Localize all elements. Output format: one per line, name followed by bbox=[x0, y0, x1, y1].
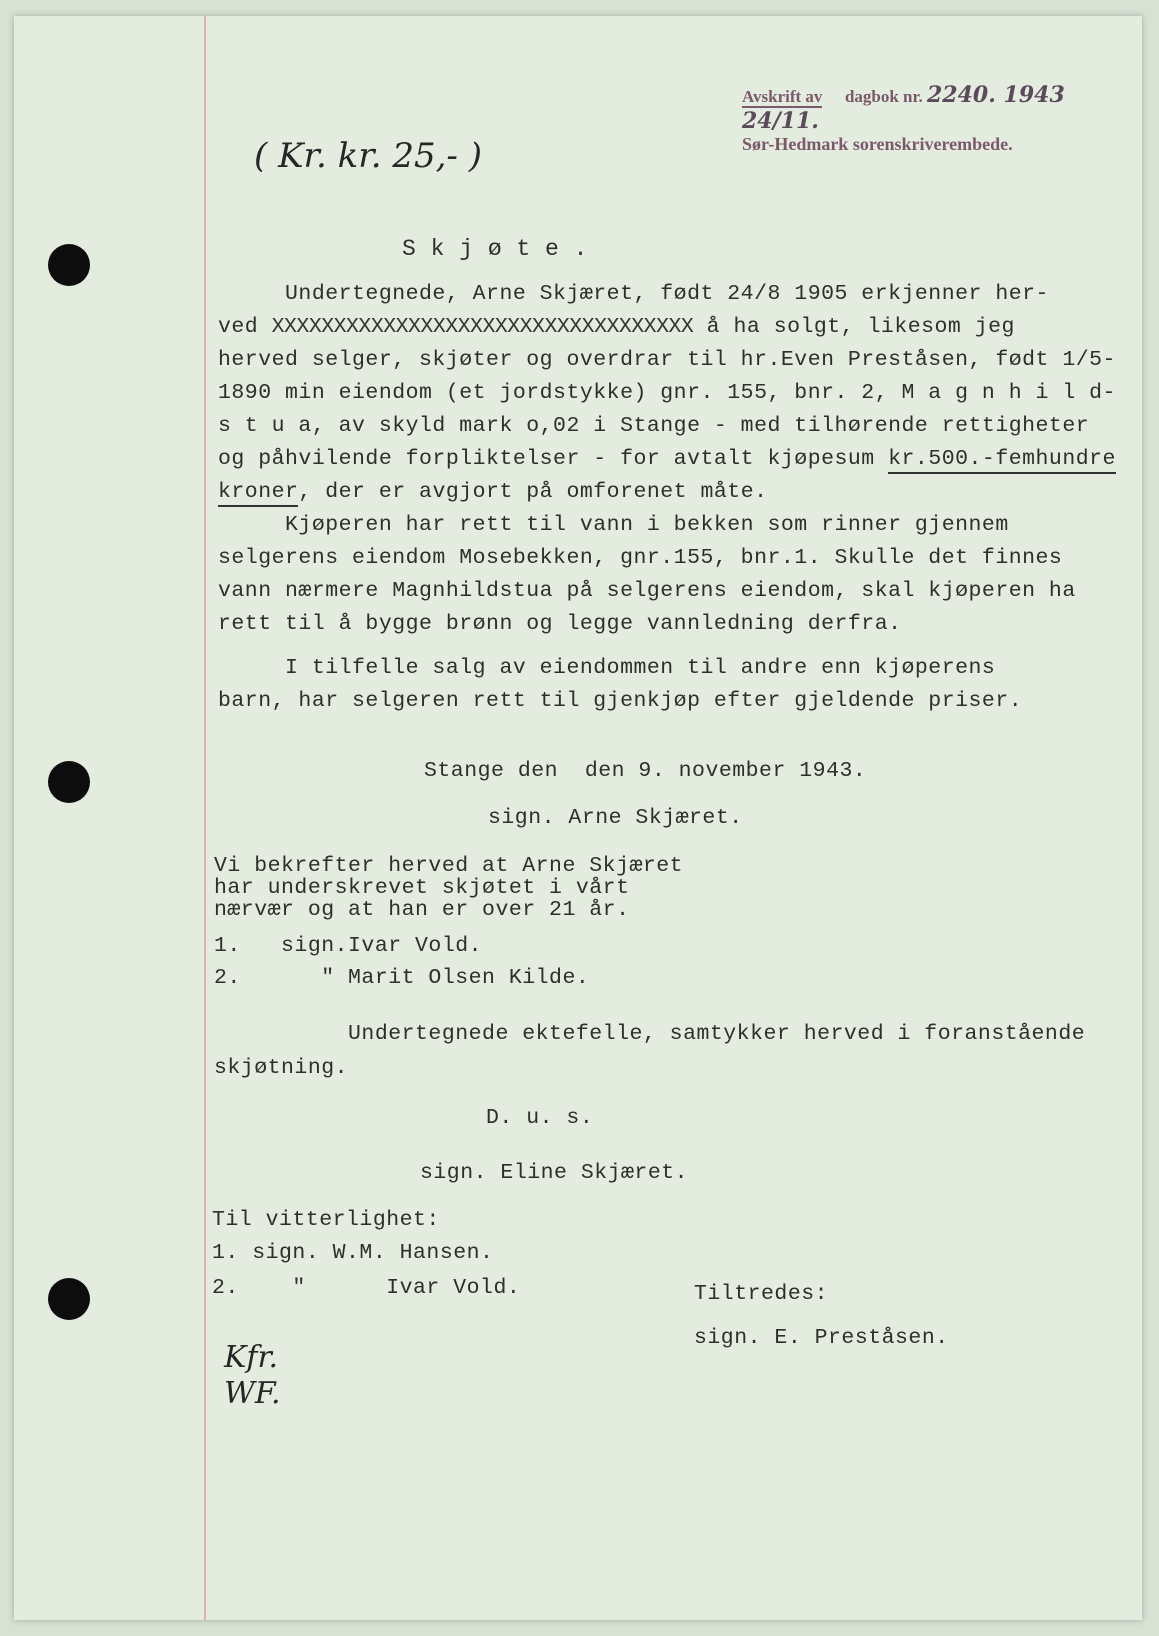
vitterlighet-heading: Til vitterlighet: bbox=[212, 1208, 440, 1232]
body-line-11: rett til å bygge brønn og legge vannledning derfra. bbox=[218, 612, 902, 636]
body-line-12: I tilfelle salg av eiendommen til andre enn kjøperens bbox=[218, 656, 996, 680]
witness-1: 1. sign.Ivar Vold. bbox=[214, 934, 483, 958]
margin-line bbox=[204, 16, 206, 1620]
handwritten-initials: Kfr. WF. bbox=[224, 1340, 281, 1411]
punch-hole-bottom bbox=[48, 1278, 90, 1320]
body-line-7 bbox=[218, 480, 768, 504]
punch-hole-top bbox=[48, 244, 90, 286]
stamp-line-2: Sør-Hedmark sorenskriverembede. bbox=[742, 134, 1013, 154]
dus-mark: D. u. s. bbox=[486, 1106, 594, 1130]
body-line-13: barn, har selgeren rett til gjenkjøp efter gjeldende priser. bbox=[218, 689, 1023, 713]
consent-line-1: Undertegnede ektefelle, samtykker herved i foranstående bbox=[214, 1022, 1086, 1046]
tiltredes-signature: sign. E. Preståsen. bbox=[694, 1326, 949, 1350]
document-page bbox=[14, 16, 1142, 1620]
seller-signature: sign. Arne Skjæret. bbox=[488, 806, 743, 830]
witness-2: 2. " Marit Olsen Kilde. bbox=[214, 966, 590, 990]
consent-line-2: skjøtning. bbox=[214, 1056, 349, 1080]
body-line-6 bbox=[218, 447, 1116, 471]
body-line-5: s t u a, av skyld mark o,02 i Stange - med tilhørende rettigheter bbox=[218, 414, 1090, 438]
witness-text-line-1: Vi bekrefter herved at Arne Skjæret bbox=[214, 854, 684, 878]
struck-out-text: XXXXXXXXXXXXXXXXXXXXXXXXXXXXXXXXXX bbox=[271, 315, 694, 339]
spouse-signature: sign. Eline Skjæret. bbox=[420, 1161, 689, 1185]
body-line-2-start: ved bbox=[218, 315, 272, 339]
punch-hole-middle bbox=[48, 761, 90, 803]
handwritten-fee-note: ( Kr. kr. 25,- ) bbox=[254, 136, 482, 176]
stamp-line-1 bbox=[742, 82, 1142, 134]
vitterlighet-witness-1: 1. sign. W.M. Hansen. bbox=[212, 1241, 494, 1265]
body-line-2-end: å ha solgt, likesom jeg bbox=[693, 315, 1015, 339]
stamp-prefix: Avskrift av bbox=[742, 87, 823, 106]
document-title: S k j ø t e . bbox=[402, 236, 588, 262]
witness-text-line-3: nærvær og at han er over 21 år. bbox=[214, 898, 630, 922]
place-and-date: Stange den den 9. november 1943. bbox=[424, 759, 867, 783]
body-line-7-end: , der er avgjort på omforenet måte. bbox=[298, 480, 768, 504]
body-line-4: 1890 min eiendom (et jordstykke) gnr. 155, bnr. 2, M a g n h i l d- bbox=[218, 381, 1116, 405]
body-line-6-start: og påhvilende forpliktelser - for avtalt kjøpesum bbox=[218, 447, 889, 471]
witness-text-line-2: har underskrevet skjøtet i vårt bbox=[214, 876, 630, 900]
purchase-price: kr.500.-femhundre bbox=[888, 447, 1116, 474]
body-line-8: Kjøperen har rett til vann i bekken som rinner gjennem bbox=[218, 513, 1009, 537]
purchase-price-unit: kroner bbox=[218, 480, 298, 507]
body-line-3: herved selger, skjøter og overdrar til hr.Even Preståsen, født 1/5- bbox=[218, 348, 1116, 372]
body-line-1: Undertegnede, Arne Skjæret, født 24/8 1905 erkjenner her- bbox=[218, 282, 1049, 306]
stamp-dagbok: dagbok nr. bbox=[844, 87, 923, 106]
stamp-handwritten-number: 2240. 1943 24/11. bbox=[742, 82, 1065, 134]
vitterlighet-witness-2: 2. " Ivar Vold. bbox=[212, 1276, 521, 1300]
tiltredes-heading: Tiltredes: bbox=[694, 1282, 829, 1306]
body-line-9: selgerens eiendom Mosebekken, gnr.155, bnr.1. Skulle det finnes bbox=[218, 546, 1063, 570]
body-line-10: vann nærmere Magnhildstua på selgerens eiendom, skal kjøperen ha bbox=[218, 579, 1076, 603]
body-line-2 bbox=[218, 315, 1015, 339]
